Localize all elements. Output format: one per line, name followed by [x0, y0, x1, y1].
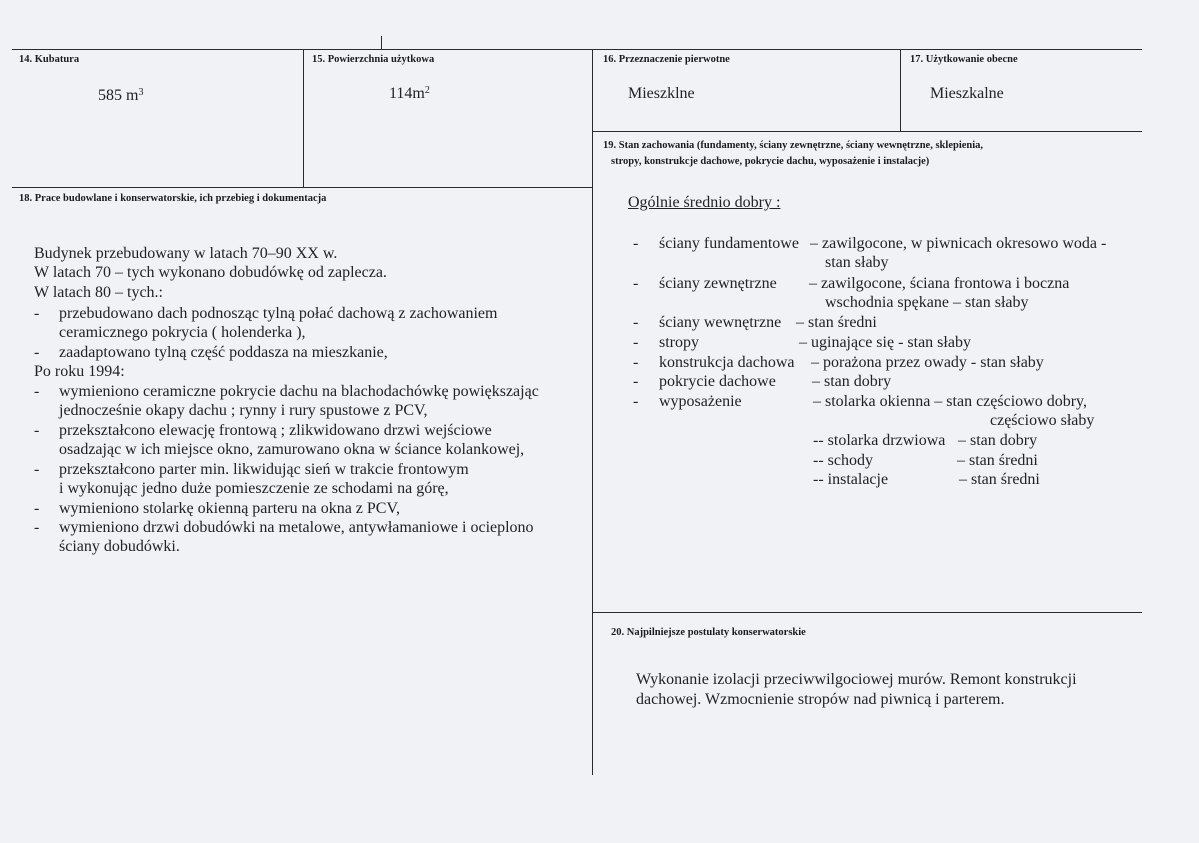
condition-row-dash: - [633, 314, 639, 331]
works94-item-1a: wymieniono ceramiczne pokrycie dachu na blachodachówkę powiększając [59, 383, 539, 400]
powierzchnia-exponent: 2 [424, 85, 430, 96]
condition-sub-right: – stan średni [959, 471, 1040, 488]
divider-main-vertical [592, 49, 593, 775]
condition-label-line-1: 19. Stan zachowania (fundamenty, ściany zewnętrzne, ściany wewnętrzne, sklepienia, [603, 140, 984, 151]
header-tick [381, 36, 382, 50]
condition-row-dash: - [633, 235, 639, 252]
condition-label-line-2: stropy, konstrukcje dachowe, pokrycie dachu, wyposażenie i instalacje) [611, 156, 930, 167]
kubatura-label: 14. Kubatura [19, 54, 80, 65]
condition-row-name: ściany fundamentowe [659, 235, 799, 252]
works94-item-2a: przekształcono elewację frontową ; zlikwidowano drzwi wejściowe [59, 422, 492, 439]
works94-item-5b: ściany dobudówki. [59, 538, 180, 555]
works-line-3: W latach 80 – tych.: [34, 284, 163, 301]
postulates-label: 20. Najpilniejsze postulaty konserwatorskie [611, 627, 806, 638]
works94-item-1b: jednocześnie okapy dachu ; rynny i rury spustowe z PCV, [59, 402, 428, 419]
kubatura-number: 585 m [98, 87, 139, 104]
condition-row-dash: - [633, 393, 639, 410]
condition-row-text: – stolarka okienna – stan częściowo dobry, [813, 393, 1087, 410]
condition-sub-right: – stan dobry [958, 432, 1038, 449]
works94-item-3a: przekształcono parter min. likwidując sień w trakcie frontowym [59, 461, 469, 478]
condition-row-text: – zawilgocone, ściana frontowa i boczna [809, 275, 1070, 292]
works80-item-2: zaadaptowano tylną część poddasza na mieszkanie, [59, 344, 388, 361]
condition-row-text: – stan średni [796, 314, 877, 331]
condition-row-name: ściany zewnętrzne [659, 275, 777, 292]
divider-below-16-17 [593, 131, 1142, 132]
list-bullet: - [34, 461, 40, 478]
works-label: 18. Prace budowlane i konserwatorskie, ich przebieg i dokumentacja [19, 193, 327, 204]
condition-row-cont: wschodnia spękane – stan słaby [825, 294, 1029, 311]
condition-sub-left: -- instalacje [813, 471, 889, 488]
works-after-1994: Po roku 1994: [34, 363, 125, 380]
uzytkowanie-label: 17. Użytkowanie obecne [910, 54, 1018, 65]
works94-item-2b: osadzając w ich miejsce okno, zamurowano okna w ściance kolankowej, [59, 441, 525, 458]
works94-item-4: wymieniono stolarkę okienną parteru na okna z PCV, [59, 500, 400, 517]
condition-row-text: – porażona przez owady - stan słaby [811, 354, 1044, 371]
list-bullet: - [34, 500, 40, 517]
powierzchnia-value [389, 84, 430, 104]
list-bullet: - [34, 344, 40, 361]
condition-row-name: konstrukcja dachowa [659, 354, 795, 371]
divider-16-17 [900, 49, 901, 131]
works80-item-1a: przebudowano dach podnosząc tylną połać dachową z zachowaniem [59, 305, 498, 322]
condition-heading: Ogólnie średnio dobry : [628, 194, 781, 211]
condition-row-cont: częściowo słaby [990, 412, 1095, 429]
condition-row-text: – stan dobry [812, 373, 892, 390]
powierzchnia-number: 114m [389, 85, 425, 102]
postulates-line-1: Wykonanie izolacji przeciwwilgociowej murów. Remont konstrukcji [636, 671, 1077, 688]
postulates-line-2: dachowej. Wzmocnienie stropów nad piwnicą i parterem. [636, 691, 1005, 708]
works94-item-3b: i wykonując jedno duże pomieszczenie ze schodami na górę, [59, 480, 449, 497]
works-line-2: W latach 70 – tych wykonano dobudówkę od zaplecza. [34, 264, 387, 281]
uzytkowanie-value: Mieszkalne [930, 85, 1004, 102]
condition-row-dash: - [633, 373, 639, 390]
divider-14-15 [303, 49, 304, 187]
works94-item-5a: wymieniono drzwi dobudówki na metalowe, antywłamaniowe i ocieplono [59, 519, 534, 536]
list-bullet: - [34, 305, 40, 322]
condition-row-dash: - [633, 275, 639, 292]
condition-row-cont: stan słaby [825, 254, 889, 271]
condition-row-name: stropy [659, 334, 699, 351]
condition-row-name: ściany wewnętrzne [659, 314, 782, 331]
works-line-1: Budynek przebudowany w latach 70–90 XX w. [34, 245, 338, 262]
divider-above-18 [12, 187, 592, 188]
list-bullet: - [34, 422, 40, 439]
przeznaczenie-value: Mieszklne [628, 85, 695, 102]
kubatura-value [98, 86, 143, 106]
kubatura-exponent: 3 [138, 87, 144, 98]
table-top-border [12, 49, 1142, 50]
list-bullet: - [34, 519, 40, 536]
przeznaczenie-label: 16. Przeznaczenie pierwotne [603, 54, 730, 65]
condition-row-name: wyposażenie [659, 393, 742, 410]
condition-sub-right: – stan średni [957, 452, 1038, 469]
works80-item-1b: ceramicznego pokrycia ( holenderka ), [59, 324, 306, 341]
condition-sub-left: -- schody [813, 452, 873, 469]
condition-row-name: pokrycie dachowe [659, 373, 776, 390]
condition-row-dash: - [633, 334, 639, 351]
condition-row-text: – uginające się - stan słaby [799, 334, 971, 351]
powierzchnia-label: 15. Powierzchnia użytkowa [312, 54, 435, 65]
divider-above-20 [593, 612, 1142, 613]
condition-row-dash: - [633, 354, 639, 371]
condition-row-text: – zawilgocone, w piwnicach okresowo woda - [810, 235, 1107, 252]
condition-sub-left: -- stolarka drzwiowa [813, 432, 946, 449]
list-bullet: - [34, 383, 40, 400]
